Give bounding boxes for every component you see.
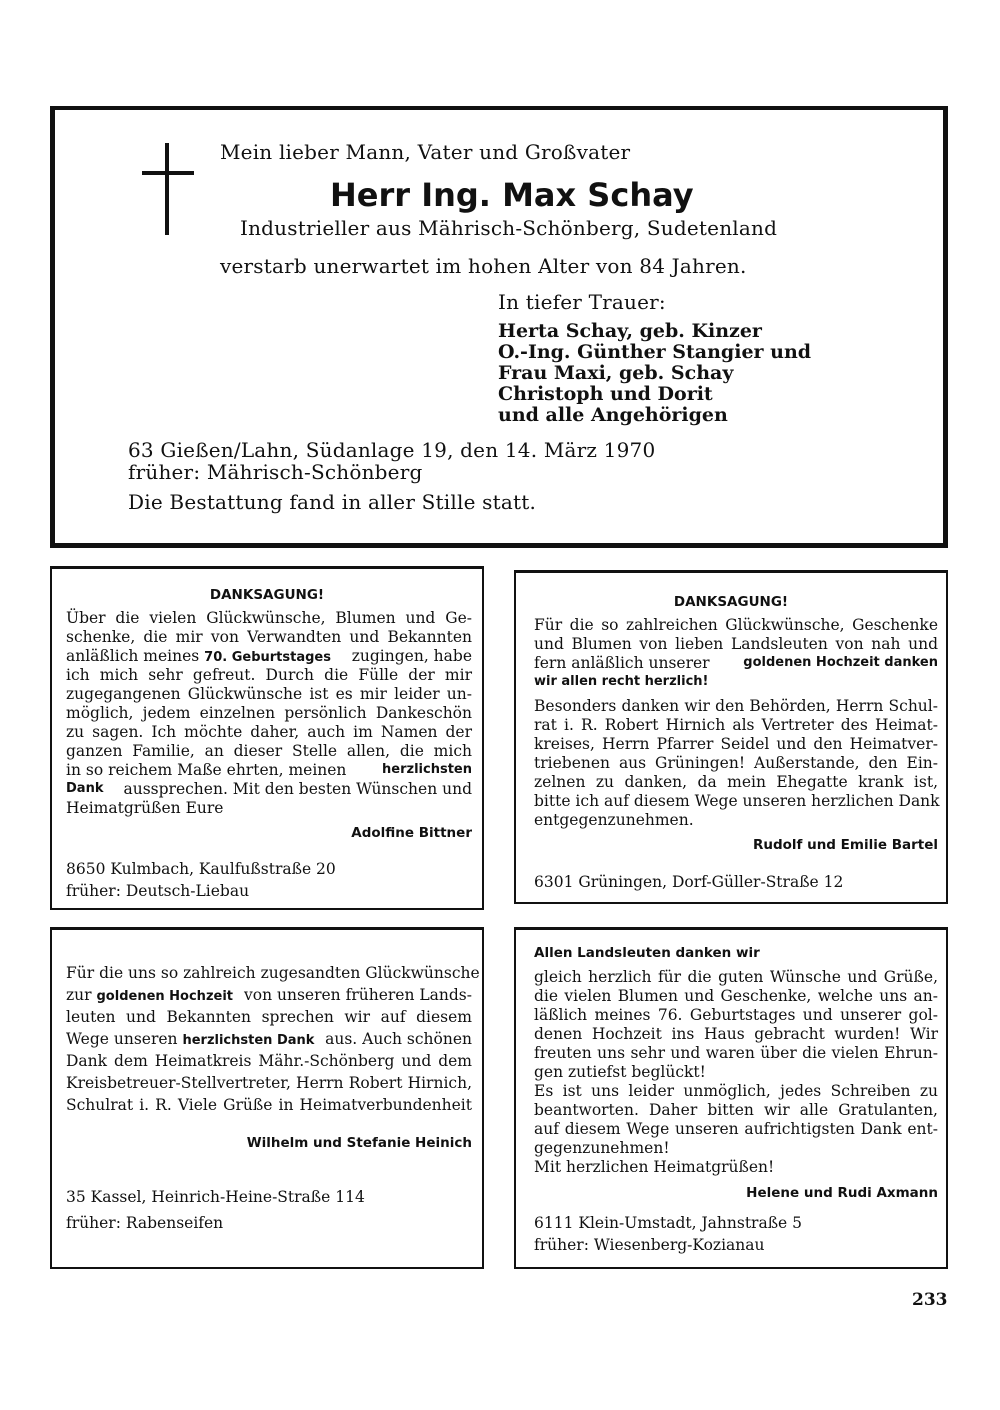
- notice-line: Es ist uns leider unmöglich, jedes Schreiben zu: [534, 1082, 938, 1100]
- obituary-occupation: Industrieller aus Mährisch-Schönberg, Sudetenland: [240, 216, 778, 240]
- notice-line: Schulrat i. R. Viele Grüße in Heimatverbundenheit: [66, 1096, 472, 1114]
- notice-line: Besonders danken wir den Behörden, Herrn Schul-: [534, 697, 938, 715]
- obituary-name: Herr Ing. Max Schay: [330, 176, 694, 214]
- obituary-intro: Mein lieber Mann, Vater und Großvater: [220, 140, 631, 164]
- notice-line: triebenen aus Grüningen! Außerstande, den Ein-: [534, 754, 938, 772]
- notice-line: Mit herzlichen Heimatgrüßen!: [534, 1158, 775, 1176]
- notice-address: 8650 Kulmbach, Kaulfußstraße 20: [66, 860, 336, 878]
- notice-heading: DANKSAGUNG!: [209, 587, 325, 603]
- notice-former: früher: Deutsch-Liebau: [66, 882, 250, 900]
- mourner: O.-Ing. Günther Stangier und: [498, 341, 812, 363]
- notice-line: zur: [66, 986, 92, 1004]
- notice-line: auf diesem Wege unseren aufrichtigsten Dank ent-: [534, 1120, 938, 1138]
- notice-signature: Wilhelm und Stefanie Heinich: [246, 1135, 472, 1151]
- notice-signature: Rudolf und Emilie Bartel: [752, 837, 938, 853]
- notice-line: ganzen Familie, an dieser Stelle allen, die mich: [66, 742, 472, 760]
- notice-address: 35 Kassel, Heinrich-Heine-Straße 114: [66, 1188, 365, 1206]
- notice-line: ich mich sehr gefreut. Durch die Fülle der mir: [66, 666, 472, 684]
- notice-line: beantworten. Daher bitten wir alle Gratulanten,: [534, 1101, 938, 1119]
- obituary-death-line: verstarb unerwartet im hohen Alter von 84 Jahren.: [220, 254, 747, 278]
- page-number: 233: [912, 1290, 948, 1310]
- notice-line: aus. Auch schönen: [325, 1030, 472, 1048]
- notice-line: Wege unseren: [66, 1030, 178, 1048]
- mourning-label: In tiefer Trauer:: [498, 290, 666, 314]
- notice-emphasis: herzlichsten: [382, 762, 472, 777]
- notice-line: gegenzunehmen!: [534, 1139, 670, 1157]
- notice-line: freuten uns sehr und waren über die vielen Ehrun-: [534, 1044, 938, 1062]
- notice-emphasis: wir allen recht herzlich!: [534, 674, 709, 689]
- obituary-address: 63 Gießen/Lahn, Südanlage 19, den 14. März 1970: [128, 438, 656, 462]
- notice-line: zugingen, habe: [351, 647, 472, 665]
- notice-line: von unseren früheren Lands-: [244, 986, 472, 1004]
- obituary-former: früher: Mährisch-Schönberg: [128, 460, 423, 484]
- notice-line-group: [66, 647, 472, 668]
- notice-line: schenke, die mir von Verwandten und Bekannten: [66, 628, 472, 646]
- notice-emphasis: 70. Geburtstages: [204, 650, 331, 665]
- mourner: Christoph und Dorit: [498, 383, 713, 405]
- notice-former: früher: Rabenseifen: [66, 1214, 224, 1232]
- notice-line: gen zutiefst beglückt!: [534, 1063, 706, 1081]
- notice-line: läßlich meines 76. Geburtstages und unserer gol-: [534, 1006, 938, 1024]
- notice-line: Dank dem Heimatkreis Mähr.-Schönberg und dem: [66, 1052, 472, 1070]
- notice-heading: Allen Landsleuten danken wir: [534, 945, 760, 961]
- notice-line: bitte ich auf diesem Wege unseren herzlichen Dank: [534, 792, 940, 810]
- notice-line: in so reichem Maße ehrten, meinen: [66, 761, 347, 779]
- notice-line: Über die vielen Glückwünsche, Blumen und Ge-: [66, 609, 472, 627]
- mourner: Herta Schay, geb. Kinzer: [498, 320, 762, 342]
- notice-line: rat i. R. Robert Hirnich als Vertreter des Heimat-: [534, 716, 938, 734]
- notice-line: denen Hochzeit ins Haus gebracht wurden! Wir: [534, 1025, 938, 1043]
- notice-line: leuten und Bekannten sprechen wir auf diesem: [66, 1008, 472, 1026]
- cross-icon-bar: [142, 171, 194, 175]
- notice-line: kreises, Herrn Pfarrer Seidel und den Heimatver-: [534, 735, 938, 753]
- notice-line: die vielen Blumen und Geschenke, welche uns an-: [534, 987, 938, 1005]
- notice-line-group: [66, 780, 472, 799]
- notice-line-group: [66, 761, 472, 780]
- notice-line: zelnen zu danken, da mein Ehegatte krank ist,: [534, 773, 938, 791]
- notice-line: zugegangenen Glückwünsche ist es mir leider un-: [66, 685, 472, 703]
- notice-line-group: [66, 986, 472, 1007]
- notice-signature: Adolfine Bittner: [351, 825, 472, 841]
- obituary-burial: Die Bestattung fand in aller Stille statt.: [128, 490, 537, 514]
- notice-emphasis: goldenen Hochzeit: [96, 989, 233, 1004]
- notice-line: Für die uns so zahlreich zugesandten Glückwünsche: [66, 964, 480, 982]
- notice-emphasis: herzlichsten Dank: [182, 1033, 315, 1048]
- notice-emphasis: Dank: [66, 781, 104, 796]
- cross-icon: [165, 143, 169, 235]
- notice-line: entgegenzunehmen.: [534, 811, 694, 829]
- notice-line-group: [66, 1030, 472, 1051]
- notice-address: 6301 Grüningen, Dorf-Güller-Straße 12: [534, 873, 844, 891]
- notice-line: Für die so zahlreichen Glückwünsche, Geschenke: [534, 616, 938, 634]
- notice-line: fern anläßlich unserer: [534, 654, 710, 672]
- notice-signature: Helene und Rudi Axmann: [746, 1185, 938, 1201]
- notice-heading: DANKSAGUNG!: [673, 594, 789, 610]
- notice-address: 6111 Klein-Umstadt, Jahnstraße 5: [534, 1214, 803, 1232]
- notice-line: gleich herzlich für die guten Wünsche und Grüße,: [534, 968, 938, 986]
- notice-line: Heimatgrüßen Eure: [66, 799, 224, 817]
- notice-former: früher: Wiesenberg-Kozianau: [534, 1236, 765, 1254]
- notice-line-group: [534, 654, 938, 673]
- notice-line: möglich, jedem einzelnen persönlich Dankeschön: [66, 704, 472, 722]
- notice-emphasis: goldenen Hochzeit danken: [743, 655, 938, 670]
- mourner: Frau Maxi, geb. Schay: [498, 362, 734, 384]
- notice-line: Kreisbetreuer-Stellvertreter, Herrn Robert Hirnich,: [66, 1074, 472, 1092]
- notice-line: zu sagen. Ich möchte daher, auch im Namen der: [66, 723, 472, 741]
- notice-line: aussprechen. Mit den besten Wünschen und: [123, 780, 472, 798]
- notice-line: anläßlich meines: [66, 647, 200, 665]
- notice-line: und Blumen von lieben Landsleuten von nah und: [534, 635, 938, 653]
- mourner: und alle Angehörigen: [498, 404, 728, 426]
